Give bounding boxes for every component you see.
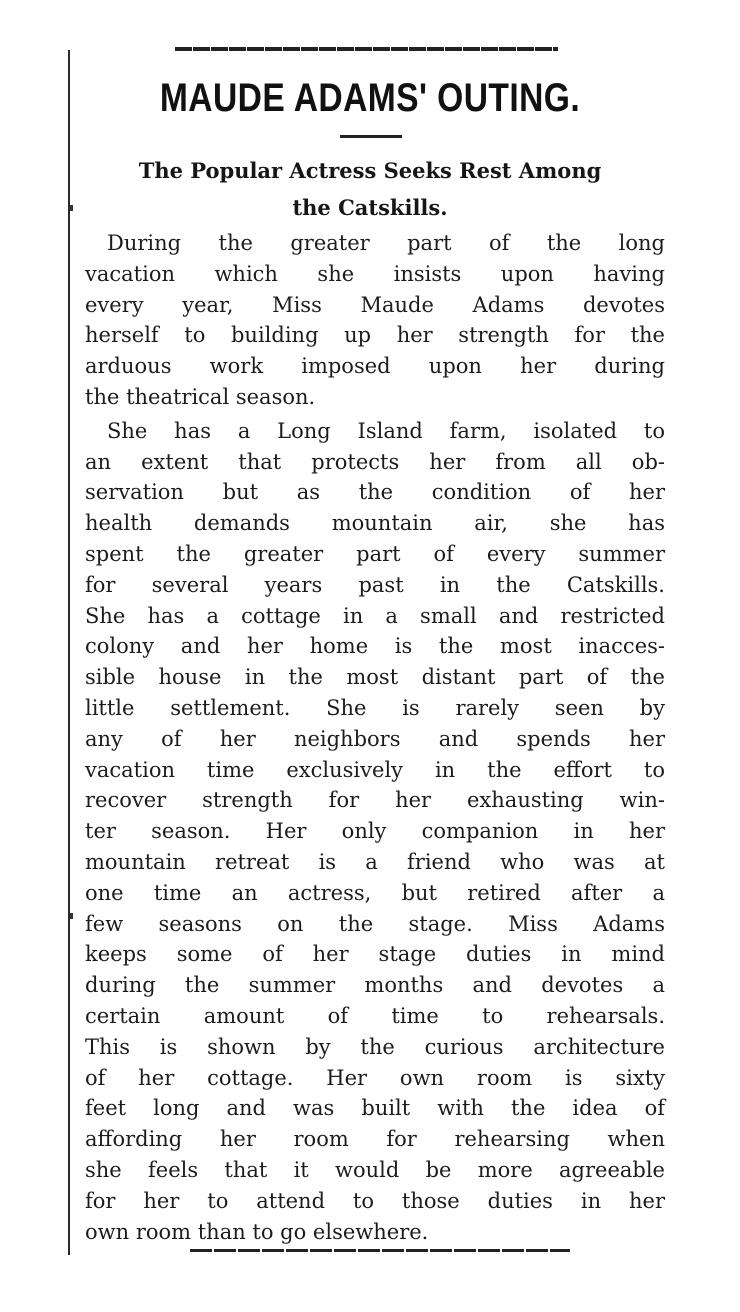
text-line: vacation time exclusively in the effort to	[85, 757, 665, 782]
text-line: health demands mountain air, she has	[85, 511, 665, 536]
article-body	[85, 228, 665, 1247]
text-line: an extent that protects her from all ob-	[85, 449, 665, 474]
text-line: herself to building up her strength for the	[85, 323, 665, 348]
edge-speck	[70, 205, 73, 211]
paragraph-2	[85, 416, 665, 1248]
text-line: every year, Miss Maude Adams devotes	[85, 292, 665, 317]
text-line: feet long and was built with the idea of	[85, 1096, 665, 1121]
column-rule	[68, 50, 70, 1255]
text-line: sible house in the most distant part of the	[85, 665, 665, 690]
headline-divider	[340, 135, 402, 138]
text-line: own room than to go elsewhere.	[85, 1219, 429, 1244]
text-line: she feels that it would be more agreeable	[85, 1157, 665, 1182]
text-line: of her cottage. Her own room is sixty	[85, 1065, 665, 1090]
text-line: during the summer months and devotes a	[85, 973, 665, 998]
text-line: for her to attend to those duties in her	[85, 1188, 665, 1213]
subheadline-line: the Catskills.	[292, 195, 448, 220]
text-line: one time an actress, but retired after a	[85, 880, 665, 905]
text-line: for several years past in the Catskills.	[85, 572, 665, 597]
subheadline-line: The Popular Actress Seeks Rest Among	[138, 158, 602, 183]
edge-speck	[70, 913, 73, 919]
text-line: the theatrical season.	[85, 384, 316, 409]
text-line: keeps some of her stage duties in mind	[85, 942, 665, 967]
text-line: This is shown by the curious architecture	[85, 1034, 665, 1059]
text-line: vacation which she insists upon having	[85, 261, 665, 286]
text-line: servation but as the condition of her	[85, 480, 665, 505]
text-line: affording her room for rehearsing when	[85, 1127, 665, 1152]
top-divider	[175, 47, 558, 51]
text-line: She has a Long Island farm, isolated to	[107, 418, 665, 443]
text-line: few seasons on the stage. Miss Adams	[85, 911, 665, 936]
text-line: spent the greater part of every summer	[85, 541, 665, 566]
text-line: colony and her home is the most inacces-	[85, 634, 665, 659]
text-line: arduous work imposed upon her during	[85, 354, 665, 379]
text-line: mountain retreat is a friend who was at	[85, 849, 665, 874]
bottom-divider	[190, 1249, 570, 1252]
paragraph-1	[85, 228, 665, 413]
text-line: During the greater part of the long	[107, 231, 665, 255]
text-line: recover strength for her exhausting win-	[85, 788, 665, 813]
headline: MAUDE ADAMS' OUTING.	[159, 76, 581, 120]
text-line: certain amount of time to rehearsals.	[85, 1003, 665, 1028]
text-line: little settlement. She is rarely seen by	[85, 695, 665, 720]
text-line: any of her neighbors and spends her	[85, 726, 665, 751]
text-line: ter season. Her only companion in her	[85, 819, 665, 844]
subheadline	[80, 152, 660, 226]
text-line: She has a cottage in a small and restricted	[85, 603, 665, 628]
